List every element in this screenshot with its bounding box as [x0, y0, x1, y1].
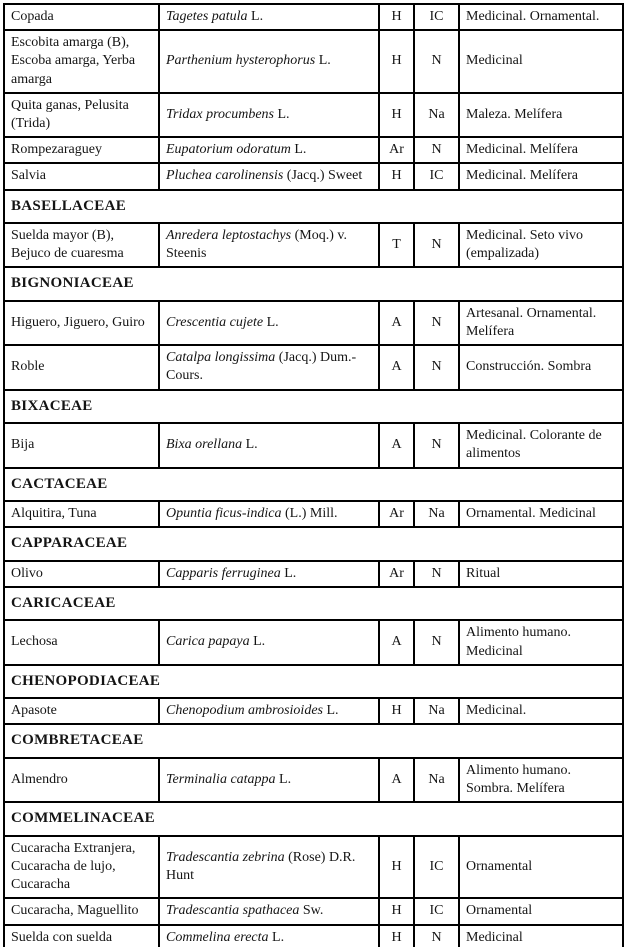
- common-name-cell: Cucaracha Extranjera, Cucaracha de lujo, Cucaracha: [4, 836, 159, 899]
- scientific-name-cell: [159, 137, 379, 163]
- common-name-cell: Bija: [4, 423, 159, 467]
- species-row: [4, 163, 623, 189]
- origin-cell: IC: [414, 836, 459, 899]
- scientific-name-author: (Jacq.) Sweet: [286, 168, 363, 184]
- scientific-name-cell: [159, 301, 379, 345]
- origin-cell: IC: [414, 163, 459, 189]
- scientific-name-author: L.: [266, 314, 279, 330]
- family-header-row: [4, 802, 623, 836]
- origin-cell: Na: [414, 698, 459, 724]
- habit-cell: A: [379, 345, 414, 389]
- scientific-name-author: L.: [284, 565, 297, 581]
- scientific-name-cell: [159, 698, 379, 724]
- scientific-name-italic: Catalpa longissima: [166, 350, 276, 366]
- scientific-name-cell: [159, 223, 379, 267]
- family-header-row: [4, 267, 623, 301]
- family-header-row: [4, 724, 623, 758]
- scientific-name-cell: [159, 93, 379, 137]
- species-table-body: [4, 4, 623, 947]
- species-row: [4, 423, 623, 467]
- scientific-name-italic: Opuntia ficus-indica: [166, 506, 282, 521]
- family-name: CARICACEAE: [4, 587, 623, 621]
- scientific-name-italic: Terminalia catappa: [166, 772, 276, 788]
- family-name: BIGNONIACEAE: [4, 267, 623, 301]
- family-header-row: [4, 587, 623, 621]
- origin-cell: N: [414, 423, 459, 467]
- family-name: BIXACEAE: [4, 390, 623, 424]
- common-name-cell: Higuero, Jiguero, Guiro: [4, 301, 159, 345]
- habit-cell: A: [379, 620, 414, 664]
- species-row: [4, 137, 623, 163]
- species-row: [4, 93, 623, 137]
- species-row: [4, 836, 623, 899]
- origin-cell: N: [414, 137, 459, 163]
- uses-cell: Medicinal: [459, 30, 623, 93]
- scientific-name-italic: Chenopodium ambrosioides: [166, 703, 323, 719]
- common-name-cell: Rompezaraguey: [4, 137, 159, 163]
- family-name: CACTACEAE: [4, 468, 623, 502]
- uses-cell: Ornamental: [459, 898, 623, 924]
- family-header-row: [4, 390, 623, 424]
- scientific-name-cell: [159, 898, 379, 924]
- uses-cell: Maleza. Melífera: [459, 93, 623, 137]
- species-row: [4, 223, 623, 267]
- scientific-name-italic: Eupatorium odoratum: [166, 142, 291, 158]
- habit-cell: Ar: [379, 137, 414, 163]
- scientific-name-author: L.: [294, 142, 307, 158]
- common-name-cell: Roble: [4, 345, 159, 389]
- uses-cell: Ornamental: [459, 836, 623, 899]
- scientific-name-italic: Bixa orellana: [166, 437, 243, 453]
- uses-cell: Medicinal.: [459, 698, 623, 724]
- scientific-name-cell: [159, 925, 379, 947]
- common-name-cell: Quita ganas, Pelusita (Trida): [4, 93, 159, 137]
- habit-cell: Ar: [379, 561, 414, 587]
- common-name-cell: Suelda mayor (B), Bejuco de cuaresma: [4, 223, 159, 267]
- origin-cell: Na: [414, 93, 459, 137]
- origin-cell: IC: [414, 4, 459, 30]
- origin-cell: N: [414, 925, 459, 947]
- scientific-name-italic: Tradescantia spathacea: [166, 903, 300, 919]
- uses-cell: Medicinal. Melífera: [459, 137, 623, 163]
- family-header-row: [4, 190, 623, 224]
- species-row: [4, 501, 623, 527]
- species-row: [4, 898, 623, 924]
- scientific-name-author: (Jacq.) Dum.-Cours.: [166, 350, 357, 384]
- scientific-name-author: L.: [272, 929, 285, 945]
- species-row: [4, 345, 623, 389]
- uses-cell: Artesanal. Ornamental. Melífera: [459, 301, 623, 345]
- scientific-name-author: L.: [326, 703, 339, 719]
- scientific-name-cell: [159, 836, 379, 899]
- scientific-name-italic: Tridax procumbens: [166, 106, 274, 122]
- habit-cell: H: [379, 698, 414, 724]
- uses-cell: Medicinal. Colorante de alimentos: [459, 423, 623, 467]
- scientific-name-italic: Parthenium hysterophorus: [166, 53, 316, 69]
- scientific-name-author: L.: [253, 634, 266, 650]
- scientific-name-cell: [159, 620, 379, 664]
- scientific-name-author: L.: [277, 106, 290, 122]
- species-row: [4, 925, 623, 947]
- uses-cell: Medicinal. Ornamental.: [459, 4, 623, 30]
- habit-cell: H: [379, 925, 414, 947]
- common-name-cell: Cucaracha, Maguellito: [4, 898, 159, 924]
- family-name: CAPPARACEAE: [4, 527, 623, 561]
- family-name: COMMELINACEAE: [4, 802, 623, 836]
- common-name-cell: Olivo: [4, 561, 159, 587]
- origin-cell: N: [414, 30, 459, 93]
- habit-cell: H: [379, 163, 414, 189]
- habit-cell: T: [379, 223, 414, 267]
- origin-cell: N: [414, 223, 459, 267]
- species-row: [4, 758, 623, 802]
- scientific-name-author: L.: [279, 772, 292, 788]
- family-name: CHENOPODIACEAE: [4, 665, 623, 699]
- scientific-name-cell: [159, 501, 379, 527]
- family-header-row: [4, 665, 623, 699]
- scientific-name-author: (Moq.) v. Steenis: [166, 228, 347, 262]
- scientific-name-author: L.: [251, 9, 264, 24]
- uses-cell: Ornamental. Medicinal: [459, 501, 623, 527]
- uses-cell: Alimento humano. Medicinal: [459, 620, 623, 664]
- family-name: BASELLACEAE: [4, 190, 623, 224]
- common-name-cell: Salvia: [4, 163, 159, 189]
- habit-cell: Ar: [379, 501, 414, 527]
- scientific-name-italic: Tagetes patula: [166, 9, 248, 24]
- uses-cell: Medicinal. Melífera: [459, 163, 623, 189]
- uses-cell: Construcción. Sombra: [459, 345, 623, 389]
- habit-cell: H: [379, 93, 414, 137]
- origin-cell: Na: [414, 758, 459, 802]
- scientific-name-cell: [159, 4, 379, 30]
- common-name-cell: Escobita amarga (B), Escoba amarga, Yerba amarga: [4, 30, 159, 93]
- scientific-name-italic: Crescentia cujete: [166, 314, 264, 330]
- origin-cell: N: [414, 620, 459, 664]
- family-name: COMBRETACEAE: [4, 724, 623, 758]
- uses-cell: Ritual: [459, 561, 623, 587]
- species-row: [4, 698, 623, 724]
- scientific-name-italic: Tradescantia zebrina: [166, 849, 285, 865]
- common-name-cell: Copada: [4, 4, 159, 30]
- uses-cell: Medicinal: [459, 925, 623, 947]
- habit-cell: H: [379, 836, 414, 899]
- scientific-name-author: (Rose) D.R. Hunt: [166, 849, 356, 884]
- scientific-name-author: (L.) Mill.: [285, 506, 338, 521]
- habit-cell: A: [379, 301, 414, 345]
- scientific-name-author: L.: [318, 53, 331, 69]
- habit-cell: A: [379, 758, 414, 802]
- family-header-row: [4, 468, 623, 502]
- scientific-name-italic: Capparis ferruginea: [166, 565, 281, 581]
- common-name-cell: Apasote: [4, 698, 159, 724]
- uses-cell: Medicinal. Seto vivo (empalizada): [459, 223, 623, 267]
- species-row: [4, 561, 623, 587]
- scientific-name-italic: Commelina erecta: [166, 929, 269, 945]
- uses-cell: Alimento humano. Sombra. Melífera: [459, 758, 623, 802]
- scientific-name-italic: Pluchea carolinensis: [166, 168, 284, 184]
- species-row: [4, 620, 623, 664]
- habit-cell: A: [379, 423, 414, 467]
- scientific-name-author: L.: [245, 437, 258, 453]
- scientific-name-cell: [159, 758, 379, 802]
- habit-cell: H: [379, 30, 414, 93]
- species-row: [4, 30, 623, 93]
- origin-cell: N: [414, 301, 459, 345]
- scientific-name-italic: Carica papaya: [166, 634, 250, 650]
- species-table: [3, 3, 624, 947]
- species-row: [4, 301, 623, 345]
- origin-cell: N: [414, 345, 459, 389]
- scientific-name-cell: [159, 163, 379, 189]
- common-name-cell: Lechosa: [4, 620, 159, 664]
- common-name-cell: Suelda con suelda: [4, 925, 159, 947]
- scientific-name-cell: [159, 345, 379, 389]
- scientific-name-author: Sw.: [302, 903, 324, 919]
- origin-cell: Na: [414, 501, 459, 527]
- common-name-cell: Alquitira, Tuna: [4, 501, 159, 527]
- scientific-name-cell: [159, 423, 379, 467]
- habit-cell: H: [379, 898, 414, 924]
- scientific-name-cell: [159, 30, 379, 93]
- common-name-cell: Almendro: [4, 758, 159, 802]
- family-header-row: [4, 527, 623, 561]
- origin-cell: N: [414, 561, 459, 587]
- scientific-name-cell: [159, 561, 379, 587]
- origin-cell: IC: [414, 898, 459, 924]
- scientific-name-italic: Anredera leptostachys: [166, 228, 292, 243]
- species-row: [4, 4, 623, 30]
- habit-cell: H: [379, 4, 414, 30]
